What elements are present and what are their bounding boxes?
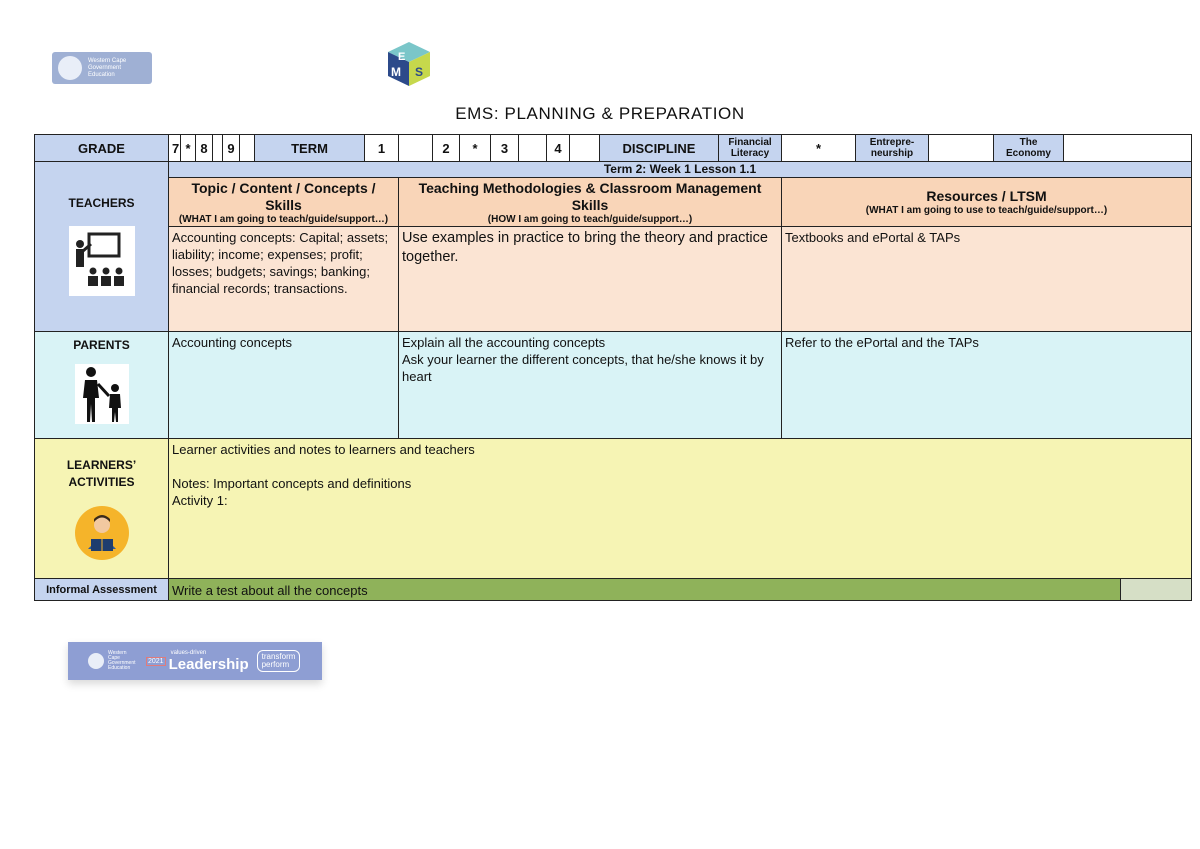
page-title: EMS: PLANNING & PREPARATION bbox=[455, 104, 745, 123]
assessment-blank bbox=[1121, 579, 1192, 601]
parents-row bbox=[35, 332, 1192, 439]
term-2: 2 bbox=[433, 135, 460, 162]
banner-org: Western Cape Government Education bbox=[108, 650, 136, 671]
grade-9: 9 bbox=[223, 135, 240, 162]
grade-blank-2 bbox=[240, 135, 255, 162]
column-headers-row bbox=[35, 178, 1192, 227]
banner-leadership: Leadership bbox=[168, 655, 249, 673]
discipline-blank-3 bbox=[1064, 135, 1192, 162]
banner-tag: values-driven bbox=[170, 649, 207, 656]
svg-text:S: S bbox=[415, 65, 424, 79]
teacher-icon bbox=[69, 226, 135, 296]
planning-table bbox=[34, 134, 1192, 601]
term-1: 1 bbox=[365, 135, 399, 162]
assessment-content: Write a test about all the concepts bbox=[169, 579, 1121, 601]
parents-label: PARENTS bbox=[73, 338, 130, 352]
grade-mark: * bbox=[181, 135, 196, 162]
learners-label-cell bbox=[35, 439, 169, 579]
discipline-economy: The Economy bbox=[994, 135, 1064, 162]
parents-method: Explain all the accounting concepts Ask your learner the different concepts, that he/she knows it by heart bbox=[399, 332, 782, 439]
grade-label: GRADE bbox=[35, 135, 169, 162]
assessment-row bbox=[35, 579, 1192, 601]
term-mark: * bbox=[460, 135, 491, 162]
grade-blank bbox=[213, 135, 223, 162]
crest-icon bbox=[88, 653, 104, 669]
term-week: Term 2: Week 1 Lesson 1.1 bbox=[169, 162, 1192, 178]
term-4: 4 bbox=[547, 135, 570, 162]
term-label: TERM bbox=[255, 135, 365, 162]
banner-leadership-block bbox=[169, 650, 249, 673]
col3-header: Resources / LTSM (WHAT I am going to use to teach/guide/support…) bbox=[782, 178, 1192, 227]
term-3: 3 bbox=[491, 135, 519, 162]
banner-year: 2021 bbox=[148, 657, 164, 665]
parents-resources: Refer to the ePortal and the TAPs bbox=[782, 332, 1192, 439]
leadership-banner bbox=[68, 642, 322, 680]
transform-perform-badge: transform perform bbox=[257, 650, 301, 672]
teachers-row bbox=[35, 227, 1192, 332]
ems-logo bbox=[384, 40, 434, 88]
wcg-logo-text: Western Cape Government Education bbox=[88, 57, 127, 78]
header-row bbox=[35, 135, 1192, 162]
col2-header: Teaching Methodologies & Classroom Management Skills (HOW I am going to teach/guide/support…) bbox=[399, 178, 782, 227]
parents-topic: Accounting concepts bbox=[169, 332, 399, 439]
assessment-label: Informal Assessment bbox=[35, 579, 169, 601]
wcg-logo bbox=[52, 52, 152, 84]
term-blank-4 bbox=[570, 135, 600, 162]
discipline-entrepreneurship: Entrepre-neurship bbox=[856, 135, 929, 162]
discipline-label: DISCIPLINE bbox=[600, 135, 719, 162]
teachers-method: Use examples in practice to bring the theory and practice together. bbox=[399, 227, 782, 332]
teachers-label-cell bbox=[35, 162, 169, 332]
discipline-financial-literacy: Financial Literacy bbox=[719, 135, 782, 162]
term-week-row bbox=[35, 162, 1192, 178]
learners-row bbox=[35, 439, 1192, 579]
col1-header: Topic / Content / Concepts / Skills (WHAT I am going to teach/guide/support…) bbox=[169, 178, 399, 227]
parent-child-icon bbox=[75, 364, 129, 424]
learners-label: LEARNERS’ ACTIVITIES bbox=[66, 458, 137, 489]
reading-learner-icon bbox=[74, 505, 130, 561]
teachers-resources: Textbooks and ePortal & TAPs bbox=[782, 227, 1192, 332]
svg-text:M: M bbox=[391, 65, 401, 79]
teachers-label: TEACHERS bbox=[68, 196, 135, 210]
svg-text:E: E bbox=[398, 51, 406, 63]
parents-label-cell bbox=[35, 332, 169, 439]
teachers-topic: Accounting concepts: Capital; assets; liability; income; expenses; profit; losses; budgets; savings; banking; financial records; transactions. bbox=[169, 227, 399, 332]
discipline-mark: * bbox=[782, 135, 856, 162]
term-blank-3 bbox=[519, 135, 547, 162]
learners-content: Learner activities and notes to learners and teachers Notes: Important concepts and definitions Activity 1: bbox=[169, 439, 1192, 579]
term-blank-1 bbox=[399, 135, 433, 162]
crest-icon bbox=[58, 56, 82, 80]
grade-7: 7 bbox=[169, 135, 181, 162]
discipline-blank-2 bbox=[929, 135, 994, 162]
grade-8: 8 bbox=[196, 135, 213, 162]
